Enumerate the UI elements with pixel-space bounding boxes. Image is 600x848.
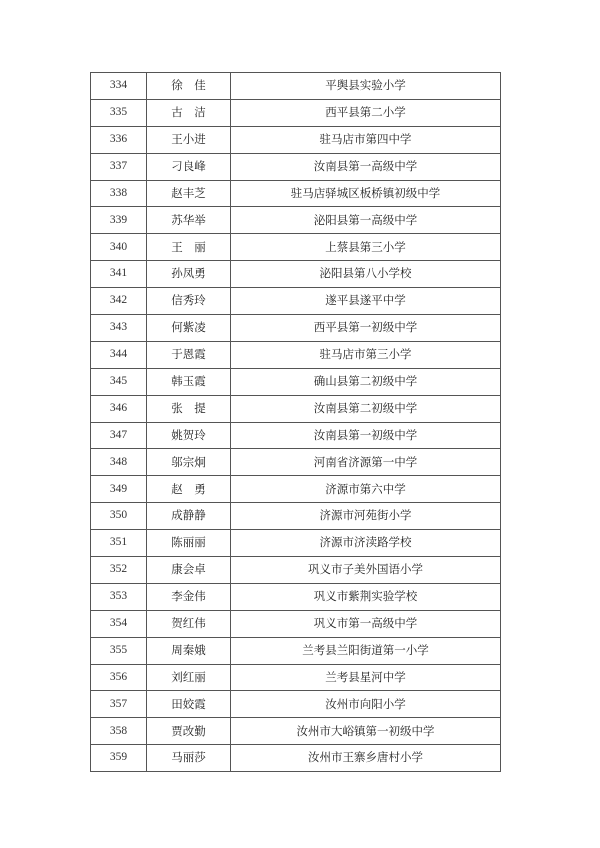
row-number-cell: 351 xyxy=(91,530,147,557)
name-cell: 孙凤勇 xyxy=(147,261,231,288)
row-number-cell: 345 xyxy=(91,368,147,395)
name-cell: 王小进 xyxy=(147,126,231,153)
school-cell: 驻马店市第四中学 xyxy=(231,126,501,153)
name-cell: 古 洁 xyxy=(147,99,231,126)
school-cell: 汝南县第一初级中学 xyxy=(231,422,501,449)
name-cell: 于恩霞 xyxy=(147,341,231,368)
table-row xyxy=(91,315,501,342)
row-number-cell: 353 xyxy=(91,583,147,610)
table-row xyxy=(91,288,501,315)
row-number-cell: 356 xyxy=(91,664,147,691)
table-row xyxy=(91,341,501,368)
school-cell: 汝南县第一高级中学 xyxy=(231,153,501,180)
row-number-cell: 359 xyxy=(91,745,147,772)
row-number-cell: 335 xyxy=(91,99,147,126)
name-cell: 王 丽 xyxy=(147,234,231,261)
name-cell: 陈丽丽 xyxy=(147,530,231,557)
row-number-cell: 339 xyxy=(91,207,147,234)
school-cell: 济源市济渎路学校 xyxy=(231,530,501,557)
name-cell: 李金伟 xyxy=(147,583,231,610)
table-row xyxy=(91,745,501,772)
name-cell: 邬宗炯 xyxy=(147,449,231,476)
row-number-cell: 346 xyxy=(91,395,147,422)
row-number-cell: 344 xyxy=(91,341,147,368)
table-row xyxy=(91,207,501,234)
roster-table xyxy=(90,72,501,772)
table-row xyxy=(91,422,501,449)
table-row xyxy=(91,557,501,584)
name-cell: 何紫凌 xyxy=(147,315,231,342)
row-number-cell: 341 xyxy=(91,261,147,288)
school-cell: 驻马店市第三小学 xyxy=(231,341,501,368)
school-cell: 驻马店驿城区板桥镇初级中学 xyxy=(231,180,501,207)
table-row xyxy=(91,395,501,422)
name-cell: 刁良峰 xyxy=(147,153,231,180)
row-number-cell: 338 xyxy=(91,180,147,207)
name-cell: 韩玉霞 xyxy=(147,368,231,395)
row-number-cell: 334 xyxy=(91,73,147,100)
name-cell: 张 提 xyxy=(147,395,231,422)
table-row xyxy=(91,99,501,126)
row-number-cell: 354 xyxy=(91,610,147,637)
name-cell: 姚贺玲 xyxy=(147,422,231,449)
name-cell: 康会卓 xyxy=(147,557,231,584)
school-cell: 济源市河苑街小学 xyxy=(231,503,501,530)
table-row xyxy=(91,449,501,476)
table-row xyxy=(91,530,501,557)
row-number-cell: 357 xyxy=(91,691,147,718)
row-number-cell: 358 xyxy=(91,718,147,745)
school-cell: 兰考县兰阳街道第一小学 xyxy=(231,637,501,664)
school-cell: 确山县第二初级中学 xyxy=(231,368,501,395)
name-cell: 刘红丽 xyxy=(147,664,231,691)
school-cell: 巩义市第一高级中学 xyxy=(231,610,501,637)
table-row xyxy=(91,234,501,261)
school-cell: 西平县第一初级中学 xyxy=(231,315,501,342)
table-row xyxy=(91,368,501,395)
table-row xyxy=(91,637,501,664)
table-row xyxy=(91,180,501,207)
row-number-cell: 352 xyxy=(91,557,147,584)
table-row xyxy=(91,476,501,503)
name-cell: 贾改勤 xyxy=(147,718,231,745)
name-cell: 贺红伟 xyxy=(147,610,231,637)
school-cell: 泌阳县第一高级中学 xyxy=(231,207,501,234)
table-row xyxy=(91,664,501,691)
row-number-cell: 349 xyxy=(91,476,147,503)
row-number-cell: 355 xyxy=(91,637,147,664)
school-cell: 汝州市王寨乡唐村小学 xyxy=(231,745,501,772)
name-cell: 赵丰芝 xyxy=(147,180,231,207)
school-cell: 河南省济源第一中学 xyxy=(231,449,501,476)
name-cell: 信秀玲 xyxy=(147,288,231,315)
table-row xyxy=(91,73,501,100)
table-row xyxy=(91,583,501,610)
table-row xyxy=(91,610,501,637)
table-row xyxy=(91,153,501,180)
name-cell: 徐 佳 xyxy=(147,73,231,100)
roster-table-body xyxy=(91,73,501,772)
table-row xyxy=(91,126,501,153)
name-cell: 马丽莎 xyxy=(147,745,231,772)
school-cell: 平舆县实验小学 xyxy=(231,73,501,100)
school-cell: 遂平县遂平中学 xyxy=(231,288,501,315)
row-number-cell: 337 xyxy=(91,153,147,180)
name-cell: 苏华举 xyxy=(147,207,231,234)
school-cell: 汝州市大峪镇第一初级中学 xyxy=(231,718,501,745)
table-row xyxy=(91,503,501,530)
row-number-cell: 343 xyxy=(91,315,147,342)
row-number-cell: 348 xyxy=(91,449,147,476)
school-cell: 巩义市子美外国语小学 xyxy=(231,557,501,584)
name-cell: 周秦娥 xyxy=(147,637,231,664)
name-cell: 成静静 xyxy=(147,503,231,530)
school-cell: 兰考县星河中学 xyxy=(231,664,501,691)
table-row xyxy=(91,691,501,718)
name-cell: 田姣霞 xyxy=(147,691,231,718)
row-number-cell: 342 xyxy=(91,288,147,315)
school-cell: 巩义市紫荆实验学校 xyxy=(231,583,501,610)
row-number-cell: 340 xyxy=(91,234,147,261)
school-cell: 汝南县第二初级中学 xyxy=(231,395,501,422)
school-cell: 济源市第六中学 xyxy=(231,476,501,503)
school-cell: 上蔡县第三小学 xyxy=(231,234,501,261)
table-row xyxy=(91,718,501,745)
name-cell: 赵 勇 xyxy=(147,476,231,503)
school-cell: 泌阳县第八小学校 xyxy=(231,261,501,288)
school-cell: 汝州市向阳小学 xyxy=(231,691,501,718)
table-row xyxy=(91,261,501,288)
school-cell: 西平县第二小学 xyxy=(231,99,501,126)
row-number-cell: 350 xyxy=(91,503,147,530)
row-number-cell: 336 xyxy=(91,126,147,153)
row-number-cell: 347 xyxy=(91,422,147,449)
